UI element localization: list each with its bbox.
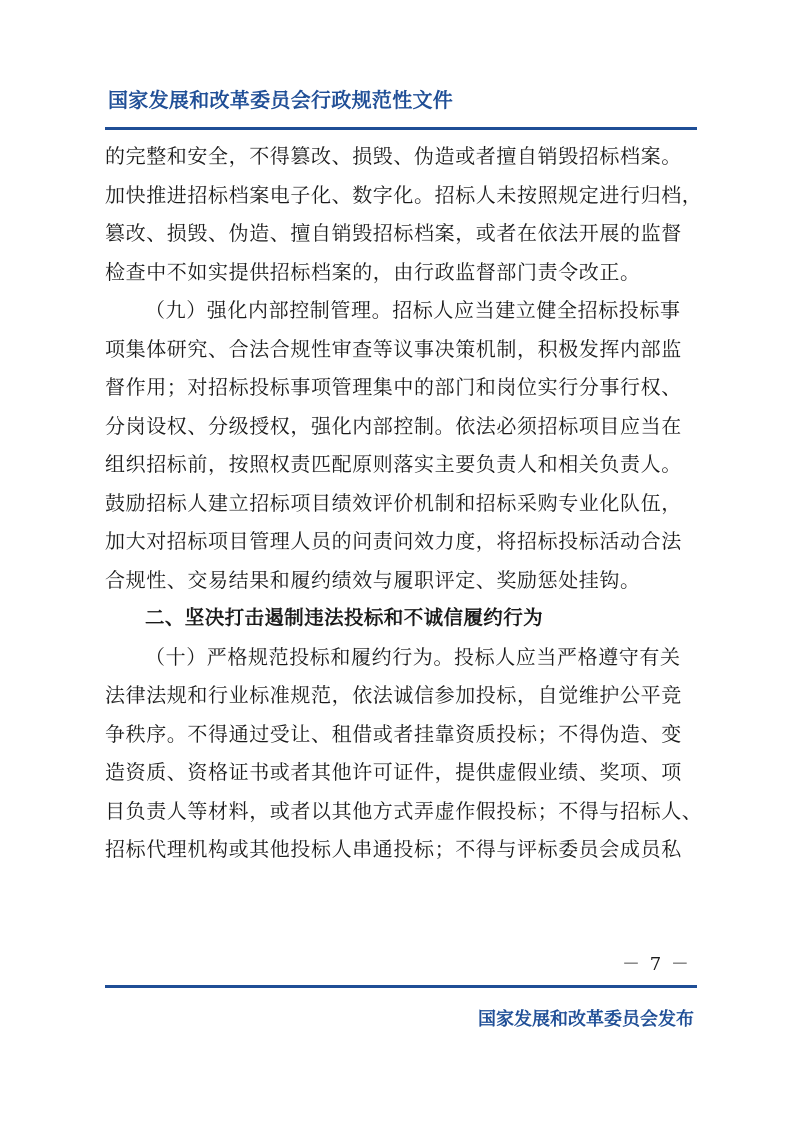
header-divider [105,127,697,130]
body-line: 检查中不如实提供招标档案的，由行政监督部门责令改正。 [105,259,641,284]
body-line: 造资质、资格证书或者其他许可证件，提供虚假业绩、奖项、项 [105,760,682,784]
body-line: 的完整和安全，不得篡改、损毁、伪造或者擅自销毁招标档案。 [105,144,682,168]
document-body [105,137,703,869]
footer-divider [105,985,697,988]
body-line: 篡改、损毁、伪造、擅自销毁招标档案，或者在依法开展的监督 [105,221,682,245]
footer-publisher: 国家发展和改革委员会发布 [478,1009,694,1030]
body-line: 督作用；对招标投标事项管理集中的部门和岗位实行分事行权、 [105,375,682,399]
body-line: 法律法规和行业标准规范，依法诚信参加投标，自觉维护公平竞 [105,683,682,707]
body-line: 加大对招标项目管理人员的问责问效力度，将招标投标活动合法 [105,529,682,553]
body-line: 加快推进招标档案电子化、数字化。招标人未按照规定进行归档， [105,182,703,207]
body-line: 合规性、交易结果和履约绩效与履职评定、奖励惩处挂钩。 [105,567,641,592]
body-line: 分岗设权、分级授权，强化内部控制。依法必须招标项目应当在 [105,413,682,438]
section-10-first-line: （十）严格规范投标和履约行为。投标人应当严格遵守有关 [145,644,681,669]
body-line: 组织招标前，按照权责匹配原则落实主要负责人和相关负责人。 [105,452,682,476]
body-line: 鼓励招标人建立招标项目绩效评价机制和招标采购专业化队伍， [105,490,682,515]
page-number: － 7 － [622,954,691,975]
section-heading-2: 二、坚决打击遏制违法投标和不诚信履约行为 [145,606,544,629]
document-header-title: 国家发展和改革委员会行政规范性文件 [108,88,454,112]
section-9-first-line: （九）强化内部控制管理。招标人应当建立健全招标投标事 [145,298,681,322]
body-line: 项集体研究、合法合规性审查等议事决策机制，积极发挥内部监 [105,336,682,361]
body-line: 招标代理机构或其他投标人串通投标；不得与评标委员会成员私 [105,837,682,861]
body-line: 争秩序。不得通过受让、租借或者挂靠资质投标；不得伪造、变 [105,721,682,746]
body-line: 目负责人等材料，或者以其他方式弄虚作假投标；不得与招标人、 [105,798,703,823]
